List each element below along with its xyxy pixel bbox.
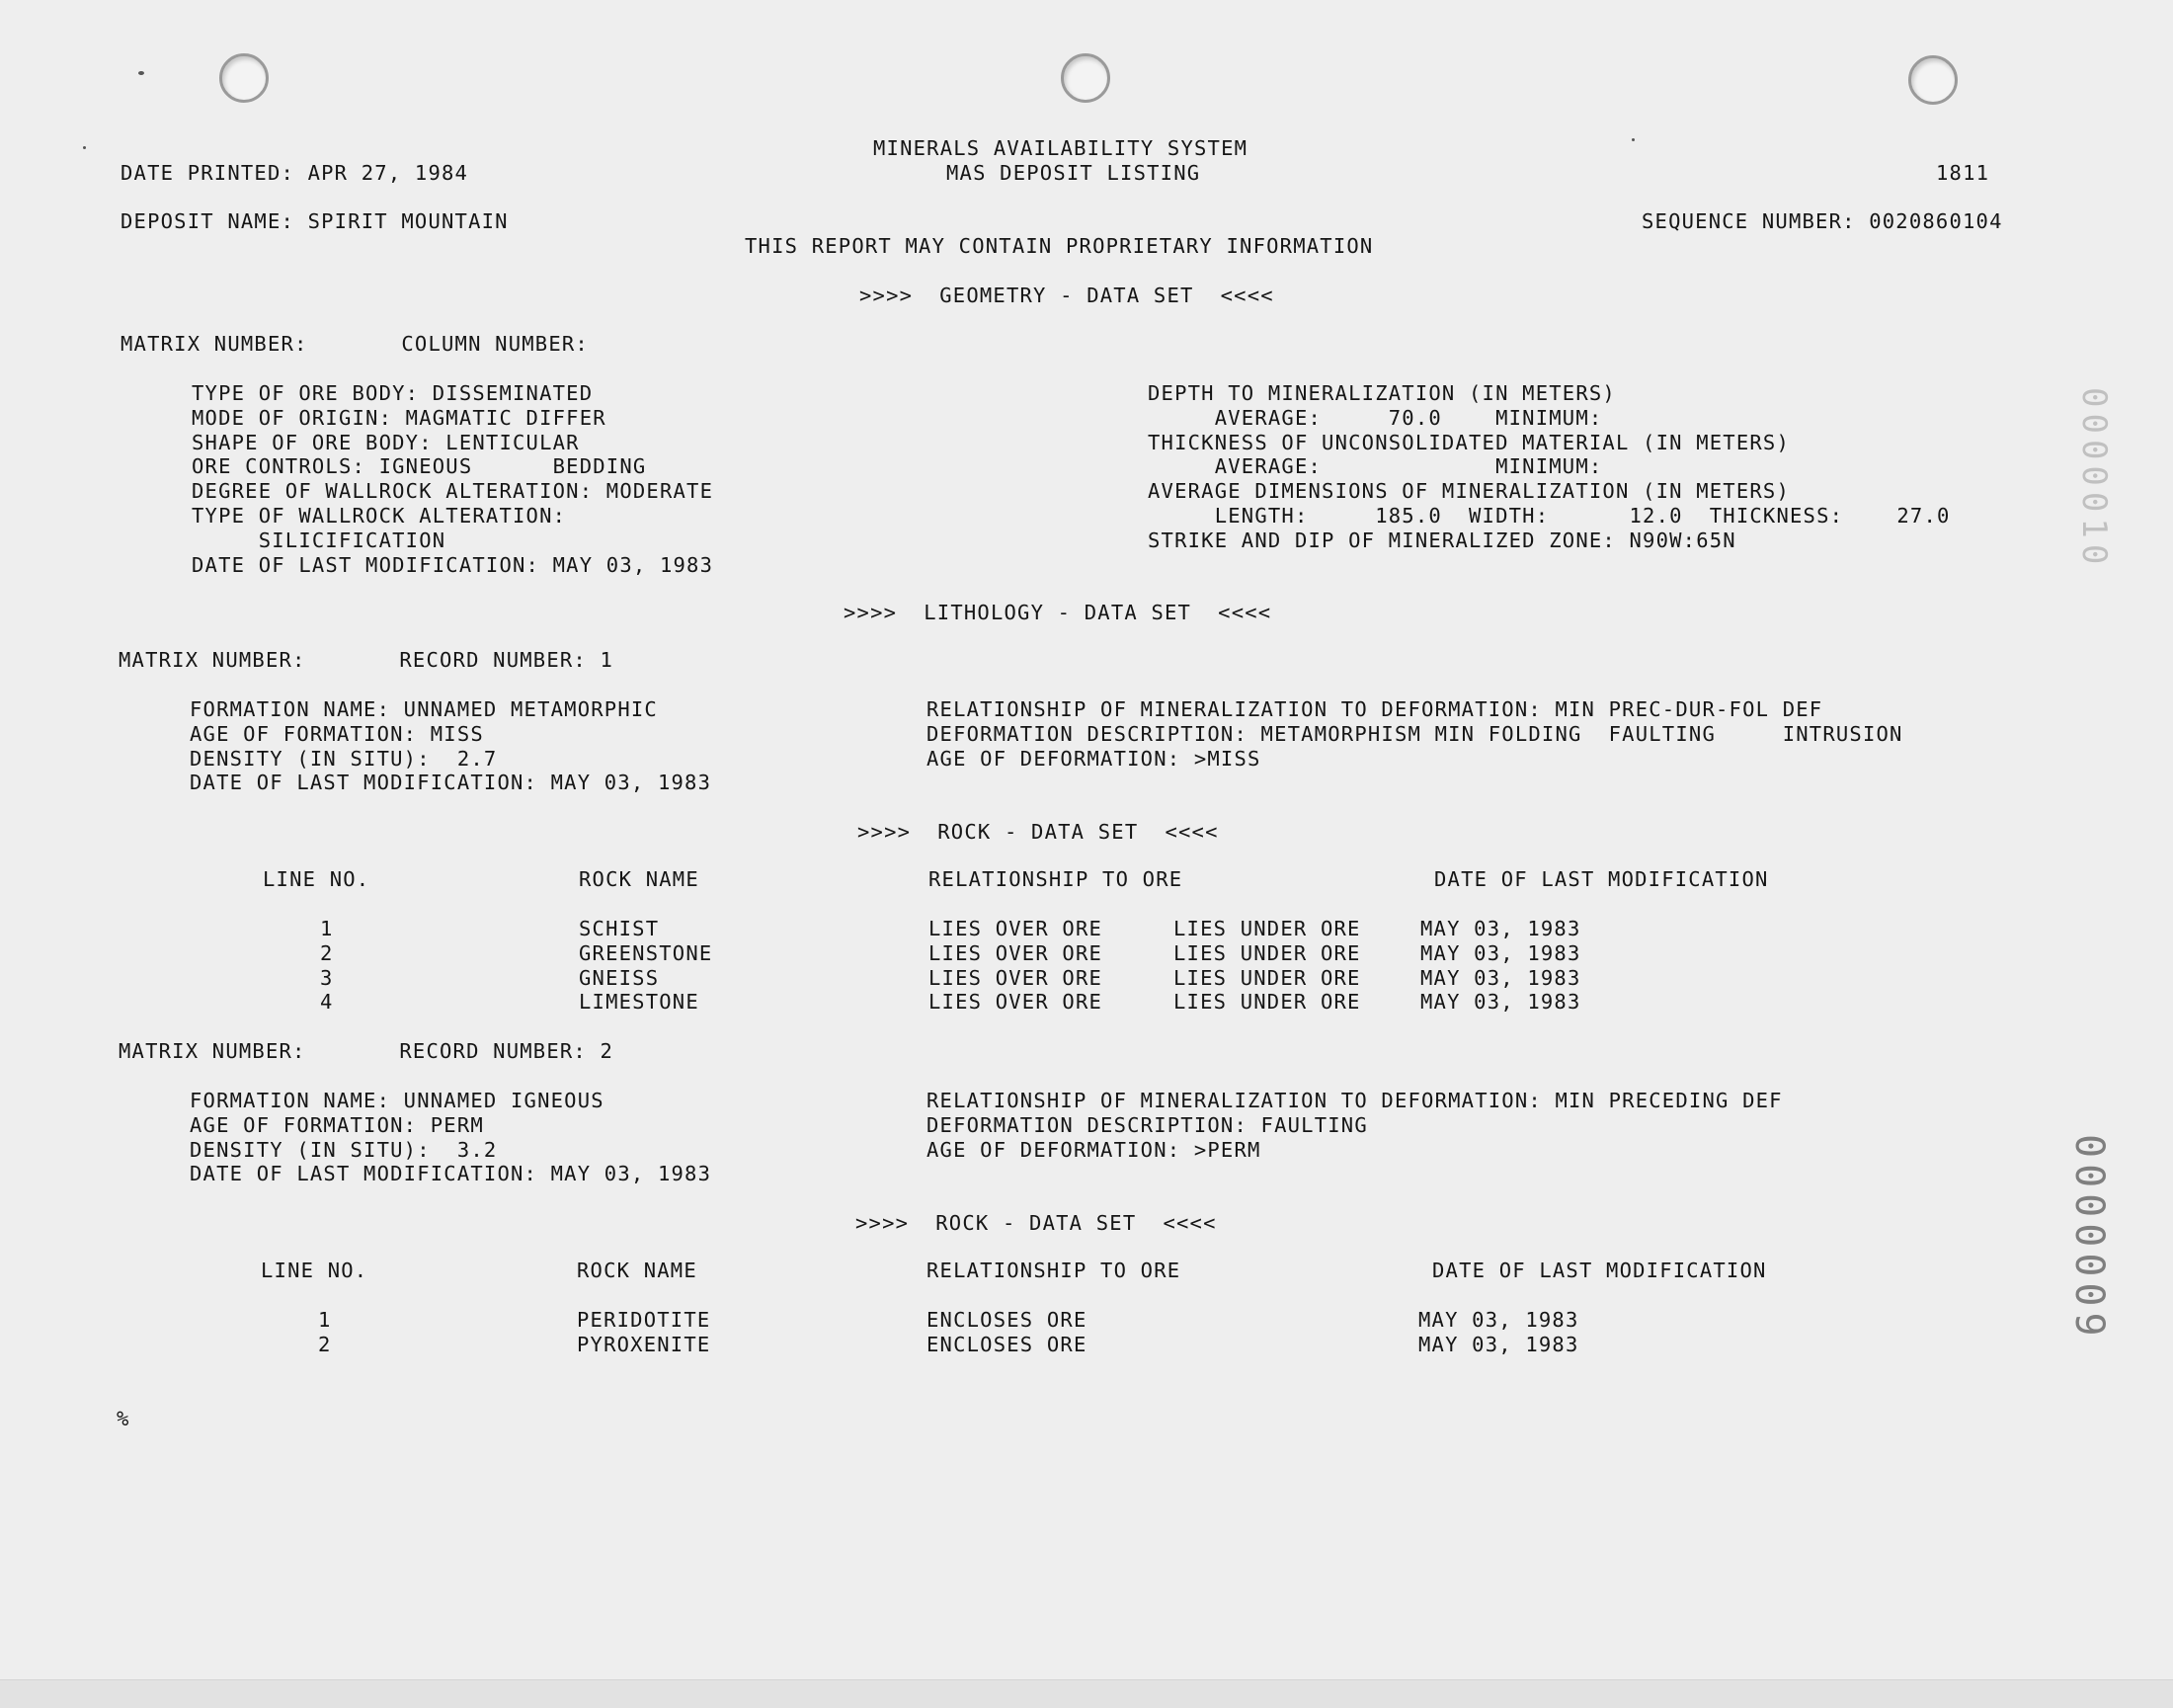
geometry-field: THICKNESS OF UNCONSOLIDATED MATERIAL (IN METERS): [1148, 430, 1791, 454]
column-header: DATE OF LAST MODIFICATION: [1434, 867, 1769, 891]
record-matrix-line: MATRIX NUMBER: RECORD NUMBER: 1: [119, 648, 614, 672]
table-row-rock-name: SCHIST: [579, 917, 660, 940]
formation-field: DENSITY (IN SITU): 2.7: [190, 746, 498, 771]
table-row-line-no: 1: [320, 917, 334, 940]
speck: [1632, 138, 1635, 141]
geometry-field: AVERAGE DIMENSIONS OF MINERALIZATION (IN METERS): [1148, 479, 1791, 504]
proprietary-notice: THIS REPORT MAY CONTAIN PROPRIETARY INFORMATION: [745, 234, 1374, 258]
table-row-relationship: ENCLOSES ORE: [926, 1332, 1087, 1356]
page-number: 1811: [1936, 161, 1990, 185]
geometry-field: DEPTH TO MINERALIZATION (IN METERS): [1148, 381, 1616, 405]
table-row-line-no: 2: [320, 940, 334, 965]
table-row-relationship: LIES OVER ORE: [928, 940, 1103, 965]
speck: [138, 71, 144, 75]
column-header: LINE NO.: [263, 867, 370, 891]
formation-field: DATE OF LAST MODIFICATION: MAY 03, 1983: [190, 771, 712, 795]
table-row-date: MAY 03, 1983: [1420, 990, 1581, 1015]
punch-hole-right: [1908, 55, 1958, 105]
table-row-relationship: LIES UNDER ORE: [1173, 917, 1361, 940]
table-row-relationship: LIES OVER ORE: [928, 990, 1103, 1015]
table-row-date: MAY 03, 1983: [1420, 917, 1581, 940]
table-row-relationship: LIES UNDER ORE: [1173, 940, 1361, 965]
table-row-rock-name: GREENSTONE: [579, 940, 713, 965]
formation-field: DATE OF LAST MODIFICATION: MAY 03, 1983: [190, 1162, 712, 1186]
geometry-field: TYPE OF WALLROCK ALTERATION:: [192, 504, 567, 528]
table-row-rock-name: PERIDOTITE: [577, 1308, 711, 1332]
formation-field: FORMATION NAME: UNNAMED IGNEOUS: [190, 1089, 604, 1112]
formation-field: AGE OF FORMATION: PERM: [190, 1112, 484, 1137]
punch-hole-left: [219, 53, 269, 103]
table-row-rock-name: GNEISS: [579, 965, 660, 990]
column-header: ROCK NAME: [577, 1259, 697, 1282]
table-row-relationship: LIES OVER ORE: [928, 917, 1103, 940]
deformation-field: RELATIONSHIP OF MINERALIZATION TO DEFORMATION: MIN PREC-DUR-FOL DEF: [926, 697, 1823, 721]
geometry-field: DATE OF LAST MODIFICATION: MAY 03, 1983: [192, 552, 714, 577]
footer-mark: %: [117, 1407, 130, 1430]
column-header: DATE OF LAST MODIFICATION: [1432, 1259, 1767, 1282]
formation-field: FORMATION NAME: UNNAMED METAMORPHIC: [190, 697, 658, 721]
column-header: ROCK NAME: [579, 867, 699, 891]
geometry-field: LENGTH: 185.0 WIDTH: 12.0 THICKNESS: 27.0: [1148, 504, 1951, 528]
table-row-date: MAY 03, 1983: [1420, 940, 1581, 965]
formation-field: DENSITY (IN SITU): 3.2: [190, 1137, 498, 1162]
geometry-field: DEGREE OF WALLROCK ALTERATION: MODERATE: [192, 479, 714, 504]
lithology-heading: >>>> LITHOLOGY - DATA SET <<<<: [844, 601, 1272, 624]
stamp-upper: 0000010: [2074, 387, 2114, 571]
formation-field: AGE OF FORMATION: MISS: [190, 721, 484, 746]
geometry-field: STRIKE AND DIP OF MINERALIZED ZONE: N90W:65N: [1148, 528, 1736, 552]
table-row-relationship: LIES OVER ORE: [928, 965, 1103, 990]
geometry-field: MODE OF ORIGIN: MAGMATIC DIFFER: [192, 405, 606, 430]
column-header: RELATIONSHIP TO ORE: [926, 1259, 1181, 1282]
table-row-line-no: 1: [318, 1308, 332, 1332]
deformation-field: RELATIONSHIP OF MINERALIZATION TO DEFORMATION: MIN PRECEDING DEF: [926, 1089, 1783, 1112]
rock-heading: >>>> ROCK - DATA SET <<<<: [855, 1211, 1217, 1235]
geometry-field: AVERAGE: 70.0 MINIMUM:: [1148, 405, 1603, 430]
table-row-date: MAY 03, 1983: [1418, 1332, 1579, 1356]
geometry-field: ORE CONTROLS: IGNEOUS BEDDING: [192, 454, 647, 479]
deformation-field: DEFORMATION DESCRIPTION: FAULTING: [926, 1112, 1368, 1137]
table-row-rock-name: LIMESTONE: [579, 990, 699, 1015]
table-row-date: MAY 03, 1983: [1420, 965, 1581, 990]
table-row-line-no: 4: [320, 990, 334, 1015]
sequence-number: SEQUENCE NUMBER: 0020860104: [1642, 209, 2003, 233]
deformation-field: AGE OF DEFORMATION: >MISS: [926, 746, 1261, 771]
record-matrix-line: MATRIX NUMBER: RECORD NUMBER: 2: [119, 1039, 614, 1063]
punch-hole-center: [1061, 53, 1110, 103]
deformation-field: AGE OF DEFORMATION: >PERM: [926, 1137, 1261, 1162]
stamp-lower: 0000009: [2066, 1134, 2112, 1342]
geometry-field: SILICIFICATION: [192, 528, 446, 552]
table-row-rock-name: PYROXENITE: [577, 1332, 711, 1356]
table-row-relationship: LIES UNDER ORE: [1173, 965, 1361, 990]
date-printed: DATE PRINTED: APR 27, 1984: [121, 161, 469, 185]
table-row-date: MAY 03, 1983: [1418, 1308, 1579, 1332]
deposit-name: DEPOSIT NAME: SPIRIT MOUNTAIN: [121, 209, 509, 233]
rock-heading: >>>> ROCK - DATA SET <<<<: [857, 820, 1219, 844]
deformation-field: DEFORMATION DESCRIPTION: METAMORPHISM MIN FOLDING FAULTING INTRUSION: [926, 721, 1903, 746]
speck: [83, 146, 86, 149]
column-header: LINE NO.: [261, 1259, 368, 1282]
column-header: RELATIONSHIP TO ORE: [928, 867, 1183, 891]
geometry-field: TYPE OF ORE BODY: DISSEMINATED: [192, 381, 594, 405]
listing-title: MAS DEPOSIT LISTING: [946, 161, 1201, 185]
system-title: MINERALS AVAILABILITY SYSTEM: [873, 136, 1248, 160]
geometry-field: AVERAGE: MINIMUM:: [1148, 454, 1603, 479]
geometry-heading: >>>> GEOMETRY - DATA SET <<<<: [859, 284, 1274, 307]
table-row-relationship: ENCLOSES ORE: [926, 1308, 1087, 1332]
geometry-field: SHAPE OF ORE BODY: LENTICULAR: [192, 430, 580, 454]
page-bottom-edge: [0, 1679, 2173, 1708]
geometry-matrix-line: MATRIX NUMBER: COLUMN NUMBER:: [121, 332, 589, 356]
table-row-relationship: LIES UNDER ORE: [1173, 990, 1361, 1015]
table-row-line-no: 3: [320, 965, 334, 990]
table-row-line-no: 2: [318, 1332, 332, 1356]
